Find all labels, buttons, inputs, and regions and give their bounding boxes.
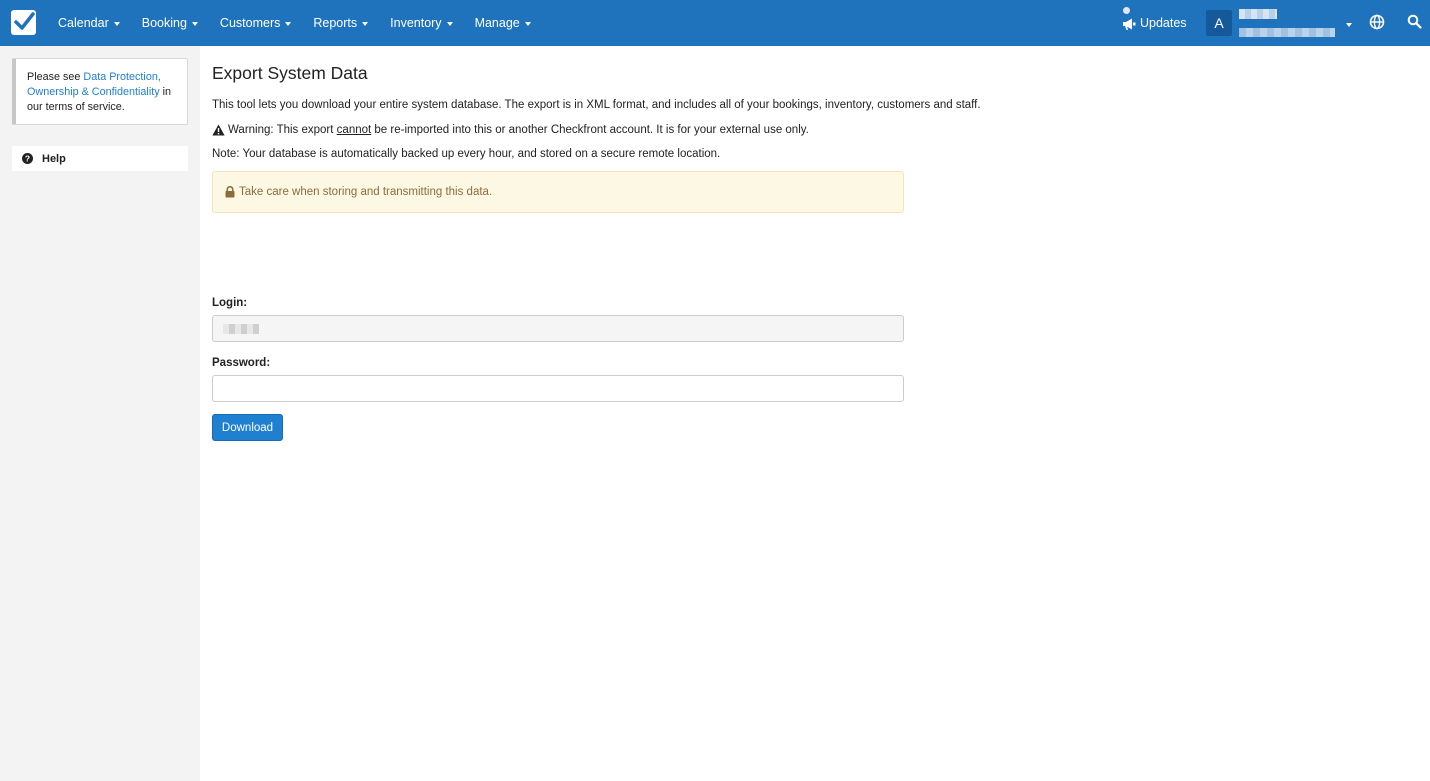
nav-inventory[interactable] <box>379 0 463 46</box>
search-icon[interactable] <box>1407 14 1422 29</box>
security-alert <box>212 171 904 213</box>
chevron-down-icon <box>114 22 120 26</box>
chevron-down-icon <box>285 22 291 26</box>
nav-manage[interactable] <box>464 0 542 46</box>
download-button[interactable]: Download <box>212 414 283 441</box>
nav-reports-label: Reports <box>313 16 358 30</box>
updates-label: Updates <box>1140 16 1187 30</box>
notice-suffix: in our terms of service. <box>27 86 172 113</box>
question-circle-icon <box>22 153 33 164</box>
backup-note: Note: Your database is automatically backed up every hour, and stored on a secure remote location. <box>212 148 721 160</box>
sidebar-item-label: Help <box>42 152 66 165</box>
nav-booking-label: Booking <box>141 16 187 30</box>
terms-notice <box>12 58 188 125</box>
notification-dot <box>1123 7 1130 14</box>
warning-prefix: Warning: This export <box>228 124 334 136</box>
svg-text:?: ? <box>24 153 31 164</box>
nav-booking[interactable] <box>131 0 209 46</box>
sidebar-item-help[interactable] <box>12 146 188 171</box>
updates-button[interactable] <box>1121 0 1187 46</box>
data-protection-link[interactable]: Data Protection, Ownership & Confidentiality <box>27 71 161 98</box>
sidebar <box>0 46 200 781</box>
nav-manage-label: Manage <box>474 16 520 30</box>
warning-text <box>212 124 809 136</box>
user-account-redacted[interactable] <box>1239 28 1335 37</box>
main-menu <box>47 0 542 46</box>
warning-icon <box>212 124 225 136</box>
checkmark-logo-icon[interactable] <box>11 10 36 35</box>
chevron-down-icon <box>192 22 198 26</box>
nav-calendar-label: Calendar <box>58 16 109 30</box>
nav-customers[interactable] <box>209 0 302 46</box>
warning-emphasis: cannot <box>336 124 372 136</box>
alert-text: Take care when storing and transmitting this data. <box>239 186 493 198</box>
nav-calendar[interactable] <box>47 0 131 46</box>
password-label: Password: <box>212 357 271 369</box>
intro-text: This tool lets you download your entire system database. The export is in XML format, and includes all of your bookings, inventory, customers and staff. <box>212 99 981 111</box>
login-value-redacted <box>223 324 259 334</box>
user-name-redacted[interactable] <box>1239 9 1277 19</box>
globe-icon[interactable] <box>1369 14 1385 30</box>
chevron-down-icon[interactable] <box>1346 23 1352 27</box>
lock-icon <box>225 186 235 198</box>
login-label: Login: <box>212 297 248 309</box>
login-field[interactable] <box>212 315 904 342</box>
chevron-down-icon <box>447 22 453 26</box>
top-navbar <box>0 0 1430 46</box>
warning-suffix: be re-imported into this or another Checkfront account. It is for your external use only. <box>374 124 809 136</box>
notice-prefix: Please see <box>27 71 84 83</box>
megaphone-icon <box>1121 17 1137 31</box>
chevron-down-icon <box>525 22 531 26</box>
nav-reports[interactable] <box>302 0 379 46</box>
avatar[interactable]: A <box>1206 10 1232 36</box>
page-title: Export System Data <box>212 63 368 83</box>
password-field[interactable] <box>212 375 904 402</box>
chevron-down-icon <box>362 22 368 26</box>
nav-inventory-label: Inventory <box>390 16 442 30</box>
nav-customers-label: Customers <box>219 16 281 30</box>
